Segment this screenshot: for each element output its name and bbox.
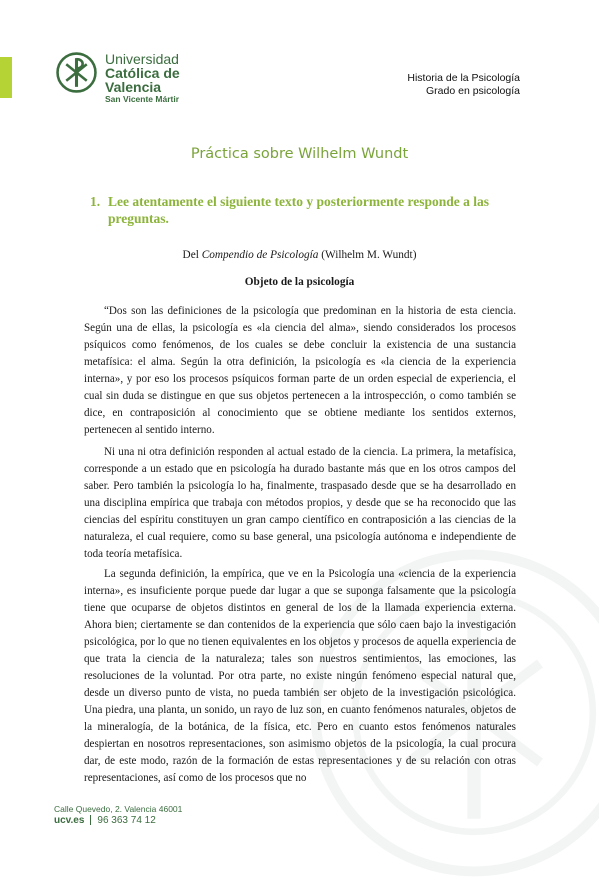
document-title: Práctica sobre Wilhelm Wundt: [190, 146, 409, 162]
paragraph-1: [84, 303, 516, 439]
section-title: Objeto de la psicología: [244, 276, 355, 288]
university-logo: [56, 52, 180, 105]
footer-website: ucv.es: [54, 815, 85, 826]
paragraph-text: La segunda definición, la empírica, que ve en la Psicología una «ciencia de la experiencia interna», es insuficiente porque puede dar lugar a que se suponga falsamente que la psicología tiene que ocuparse de objetos distintos en general de los de la llamada experiencia externa. Ahora bien; ciertamente se dan contenidos de la experiencia que sólo caen bajo la investigación psicológica, por lo que no tienen equivalentes en los objetos y procesos de aquella experiencia de que trata la ciencia de la naturaleza; tales son nuestros sentimientos, las emociones, las resoluciones de la voluntad. Por otra parte, no existe ningún fenómeno especial natural que, desde un diverso punto de vista, no pueda también ser objeto de la investigación psicológica. Una piedra, una planta, un sonido, un rayo de luz son, en cuanto fenómenos naturales, objetos de la mineralogía, de la botánica, de la física, etc. Pero en cuanto estos fenómenos naturales despiertan en nosotros representaciones, son asimismo objetos de la psicología, la cual procura dar, de este modo, razón de la formación de estas representaciones y de su relación con otras representaciones, así como de los procesos que no: [84, 568, 516, 784]
paragraph-2: [84, 444, 516, 563]
paragraph-text: “Dos son las definiciones de la psicología que predominan en la historia de esta ciencia. Según una de ellas, la psicología es «la ciencia del alma», siendo considerados los procesos psíquicos como fenómenos, de los cuales se debe concluir la existencia de una sustancia metafísica: el alma. Según la otra definición, la psicología es «la ciencia de la experiencia interna», y por eso los procesos psíquicos forman parte de un orden especial de experiencia, el cual sin duda se distingue en que sus objetos pertenecen a la introspección, o como también se dice, en contraposición al conocimiento que se obtiene mediante los sentidos externos, pertenecen al sentido interno.: [84, 305, 516, 436]
source-prefix: Del: [182, 249, 202, 261]
source-author: (Wilhelm M. Wundt): [318, 249, 417, 261]
footer-phone: 96 363 74 12: [97, 815, 156, 826]
logo-line-valencia: Valencia: [105, 79, 162, 95]
question-heading: [90, 193, 522, 227]
footer-contact: [54, 815, 156, 826]
question-number: 1.: [90, 194, 101, 209]
question-text: Lee atentamente el siguiente texto y posteriormente responde a las preguntas.: [108, 194, 490, 226]
footer-address: Calle Quevedo, 2. Valencia 46001: [54, 804, 183, 814]
logo-wordmark: [105, 52, 180, 105]
course-name: Historia de la Psicología: [407, 72, 520, 84]
logo-line-san-vicente: San Vicente Mártir: [105, 94, 180, 104]
paragraph-text: Ni una ni otra definición responden al actual estado de la ciencia. La primera, la metafísica, corresponde a un estado que en psicología ha durado bastante más que en los otros campos del saber. Pero también la psicología lo ha, finalmente, traspasado desde que se ha desarrollado en una disciplina empírica que trabaja con métodos propios, y desde que se ha reconocido que las ciencias del espíritu constituyen un gran campo científico en contraposición a las ciencias de la naturaleza, el cual requiere, como su base general, una psicología autónoma e independiente de toda teoría metafísica.: [84, 446, 516, 560]
source-work-title: Compendio de Psicología: [201, 249, 319, 261]
chi-rho-emblem-icon: [56, 52, 97, 93]
course-header: [407, 72, 520, 98]
logo-line-universidad: Universidad: [105, 51, 179, 67]
accent-bar: [0, 57, 12, 98]
logo-line-catolica: Católica de: [105, 65, 180, 81]
source-citation: [0, 249, 599, 261]
paragraph-3: [84, 566, 516, 787]
footer-divider: [90, 815, 91, 825]
degree-name: Grado en psicología: [426, 85, 520, 97]
